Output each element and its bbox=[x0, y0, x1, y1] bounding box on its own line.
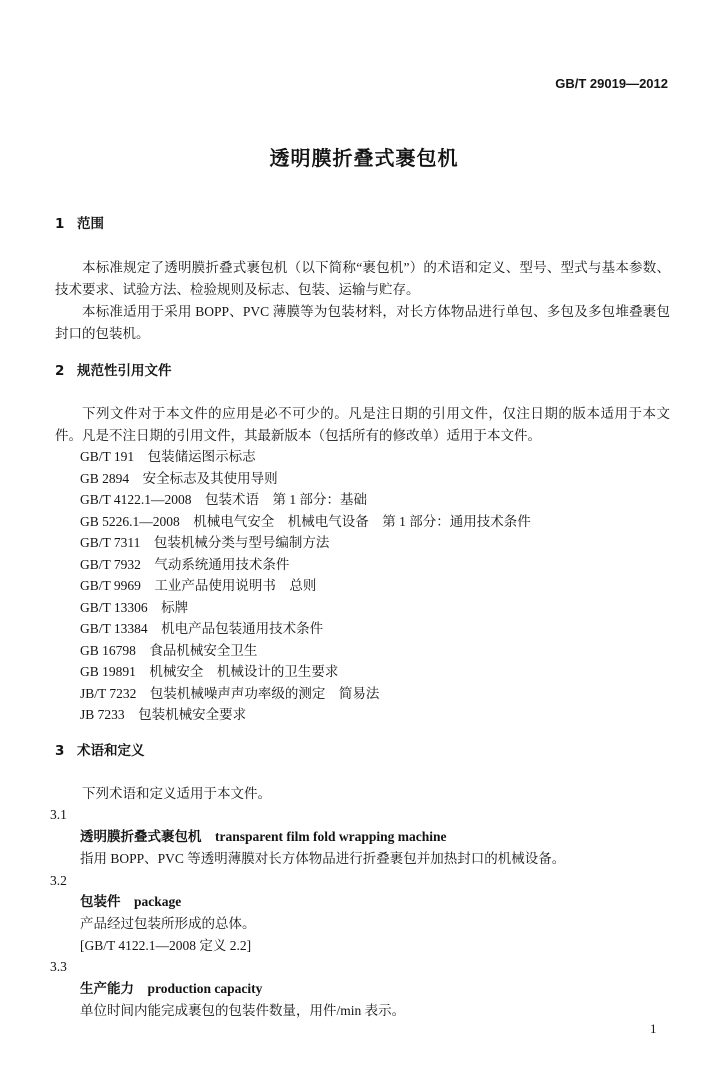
term-zh: 包装件 bbox=[80, 894, 121, 911]
reference-code: GB 16798 bbox=[80, 642, 136, 658]
reference-code: JB/T 7232 bbox=[80, 685, 137, 701]
term-zh: 生产能力 bbox=[80, 980, 134, 997]
reference-code: GB 2894 bbox=[80, 470, 130, 486]
paragraph: 下列术语和定义适用于本文件。 bbox=[82, 786, 271, 801]
reference-code: GB 19891 bbox=[80, 664, 136, 679]
reference-code: GB/T 9969 bbox=[80, 578, 141, 593]
reference-title: 机械安全 机械设计的卫生要求 bbox=[149, 664, 339, 679]
reference-item bbox=[55, 468, 670, 490]
section-number: 2 bbox=[55, 363, 65, 379]
document-title: 透明膜折叠式裹包机 bbox=[269, 146, 459, 170]
term-definition: 单位时间内能完成裹包的包装件数量，用件/min 表示。 bbox=[80, 1003, 406, 1019]
reference-title: 包装术语 第 1 部分：基础 bbox=[205, 492, 368, 507]
section-title: 规范性引用文件 bbox=[77, 363, 172, 379]
paragraph: 下列文件对于本文件的应用是必不可少的。凡是注日期的引用文件，仅注日期的版本适用于本文件。凡是不注日期的引用文件，其最新版本（包括所有的修改单）适用于本文件。 bbox=[55, 406, 670, 443]
reference-list bbox=[55, 446, 670, 726]
reference-item bbox=[55, 597, 670, 619]
section-number: 1 bbox=[55, 216, 65, 232]
reference-code: GB/T 13384 bbox=[80, 621, 148, 636]
reference-code: GB 5226.1—2008 bbox=[80, 513, 180, 529]
reference-code: JB 7233 bbox=[80, 707, 125, 722]
section-heading-scope bbox=[55, 214, 104, 234]
reference-title: 包装储运图示标志 bbox=[147, 449, 256, 464]
term-en: package bbox=[134, 894, 182, 910]
section-heading-terms-and-definitions bbox=[55, 741, 145, 761]
term-definition: 指用 BOPP、PVC 等透明薄膜对长方体物品进行折叠裹包并加热封口的机械设备。 bbox=[80, 851, 566, 867]
term-source: [GB/T 4122.1—2008 定义 2.2] bbox=[80, 937, 252, 953]
reference-item bbox=[55, 446, 670, 468]
term-entry bbox=[50, 956, 670, 1021]
reference-item bbox=[55, 532, 670, 554]
reference-title: 食品机械安全卫生 bbox=[149, 642, 258, 658]
term-name bbox=[55, 978, 670, 1000]
reference-code: GB/T 13306 bbox=[80, 599, 148, 615]
section-title: 范围 bbox=[77, 216, 104, 232]
reference-title: 安全标志及其使用导则 bbox=[142, 470, 278, 486]
reference-title: 包装机械安全要求 bbox=[138, 707, 247, 722]
reference-item bbox=[55, 554, 670, 576]
reference-code: GB/T 191 bbox=[80, 449, 135, 464]
reference-title: 标牌 bbox=[161, 599, 189, 615]
term-number: 3.2 bbox=[50, 872, 67, 888]
reference-title: 包装机械噪声声功率级的测定 简易法 bbox=[149, 685, 380, 701]
section-body-normative-references bbox=[55, 403, 670, 726]
standard-code: GB/T 29019—2012 bbox=[555, 76, 668, 91]
reference-code: GB/T 7311 bbox=[80, 535, 141, 550]
section-number: 3 bbox=[55, 743, 65, 759]
reference-item bbox=[55, 640, 670, 662]
reference-item bbox=[55, 511, 670, 533]
paragraph: 本标准适用于采用 BOPP、PVC 薄膜等为包装材料，对长方体物品进行单包、多包及多包堆叠裹包封口的包装机。 bbox=[55, 304, 670, 341]
reference-title: 工业产品使用说明书 总则 bbox=[154, 578, 317, 593]
reference-item bbox=[55, 683, 670, 705]
term-en: production capacity bbox=[147, 980, 263, 996]
reference-item bbox=[55, 618, 670, 640]
reference-title: 机械电气安全 机械电气设备 第 1 部分：通用技术条件 bbox=[193, 513, 531, 529]
section-body-scope bbox=[55, 257, 670, 345]
term-number: 3.3 bbox=[50, 959, 67, 975]
term-en: transparent film fold wrapping machine bbox=[215, 828, 447, 844]
term-zh: 透明膜折叠式裹包机 bbox=[80, 828, 202, 845]
term-name bbox=[55, 891, 670, 913]
section-heading-normative-references bbox=[55, 361, 172, 381]
page-number: 1 bbox=[650, 1021, 657, 1036]
section-title: 术语和定义 bbox=[77, 743, 145, 759]
term-entry bbox=[50, 870, 670, 957]
reference-item bbox=[55, 704, 670, 726]
reference-item bbox=[55, 575, 670, 597]
reference-code: GB/T 7932 bbox=[80, 556, 141, 572]
reference-item bbox=[55, 489, 670, 511]
reference-title: 气动系统通用技术条件 bbox=[154, 556, 290, 572]
section-body-terms-and-definitions bbox=[50, 783, 670, 1021]
reference-title: 机电产品包装通用技术条件 bbox=[161, 621, 324, 636]
paragraph: 本标准规定了透明膜折叠式裹包机（以下简称“裹包机”）的术语和定义、型号、型式与基本参数、技术要求、试验方法、检验规则及标志、包装、运输与贮存。 bbox=[55, 260, 670, 297]
reference-title: 包装机械分类与型号编制方法 bbox=[153, 535, 330, 550]
reference-item bbox=[55, 661, 670, 683]
term-entry bbox=[50, 804, 670, 869]
term-definition: 产品经过包装所形成的总体。 bbox=[80, 916, 256, 932]
term-name bbox=[55, 826, 670, 848]
reference-code: GB/T 4122.1—2008 bbox=[80, 492, 192, 507]
term-number: 3.1 bbox=[50, 807, 67, 823]
